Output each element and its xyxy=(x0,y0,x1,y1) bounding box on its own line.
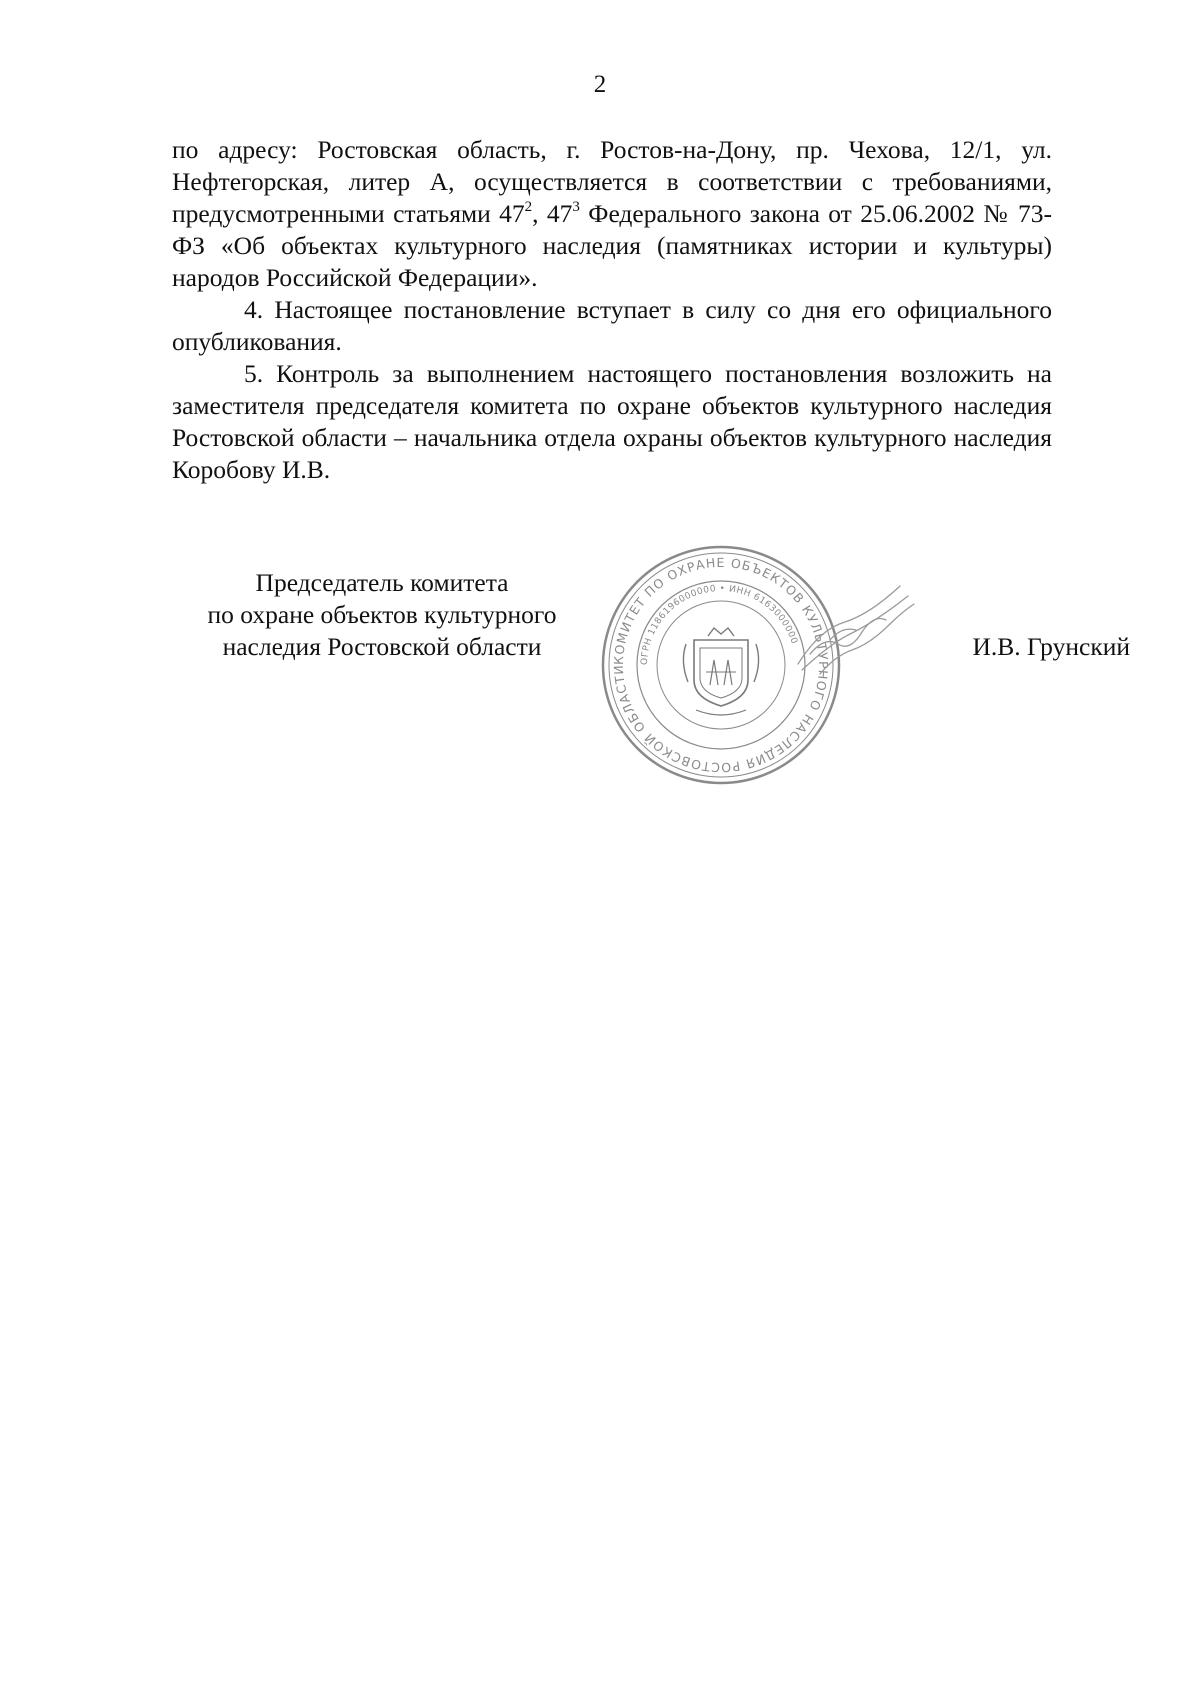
page-number: 2 xyxy=(593,71,607,98)
paragraph-item-4: 4. Настоящее постановление вступает в силу со дня его официального опубликования. xyxy=(172,295,1052,356)
handwritten-signature xyxy=(790,574,920,684)
signer-name: И.В. Грунский xyxy=(972,632,1130,661)
paragraph-address-part-a: по адресу: Ростовская область, г. Ростов-на-Дону, пр. Чехова, 12/1, ул. Нефтегорская, литер А, осуществляется в соответствии с требованиями, предусмотренными статьями 47 xyxy=(172,135,1052,228)
signature-icon xyxy=(790,574,920,684)
paragraph-item-5: 5. Контроль за выполнением настоящего постановления возложить на заместителя председателя комитета по охране объектов культурного наследия Ростовской области – начальника отдела охраны объектов культурного наследия Коробову И.В. xyxy=(172,359,1052,484)
document-body xyxy=(172,134,1052,486)
superscript-article-47-2: 2 xyxy=(524,198,533,215)
paragraph-address xyxy=(172,134,1052,294)
signatory-title-line-1: Председатель комитета xyxy=(255,568,509,597)
stamp-inner-text: ОГРН 1186196000000 • ИНН 6163000000 xyxy=(639,583,799,666)
superscript-article-47-3: 3 xyxy=(572,198,580,215)
paragraph-address-part-c: Федерального закона от 25.06.2002 № 73-ФЗ «Об объектах культурного наследия (памятниках истории и культуры) народов Российской Федерации». xyxy=(172,199,1053,292)
paragraph-address-part-b: , 47 xyxy=(532,199,573,228)
stamp-outer-text: КОМИТЕТ ПО ОХРАНЕ ОБЪЕКТОВ КУЛЬТУРНОГО НАСЛЕДИЯ РОСТОВСКОЙ ОБЛАСТИ xyxy=(610,554,832,776)
signatory-title-line-3: наследия Ростовской области xyxy=(222,632,542,661)
signatory-title-line-2: по охране объектов культурного xyxy=(207,600,557,629)
signatory-title-block xyxy=(172,567,592,663)
coat-of-arms-icon xyxy=(683,628,758,715)
